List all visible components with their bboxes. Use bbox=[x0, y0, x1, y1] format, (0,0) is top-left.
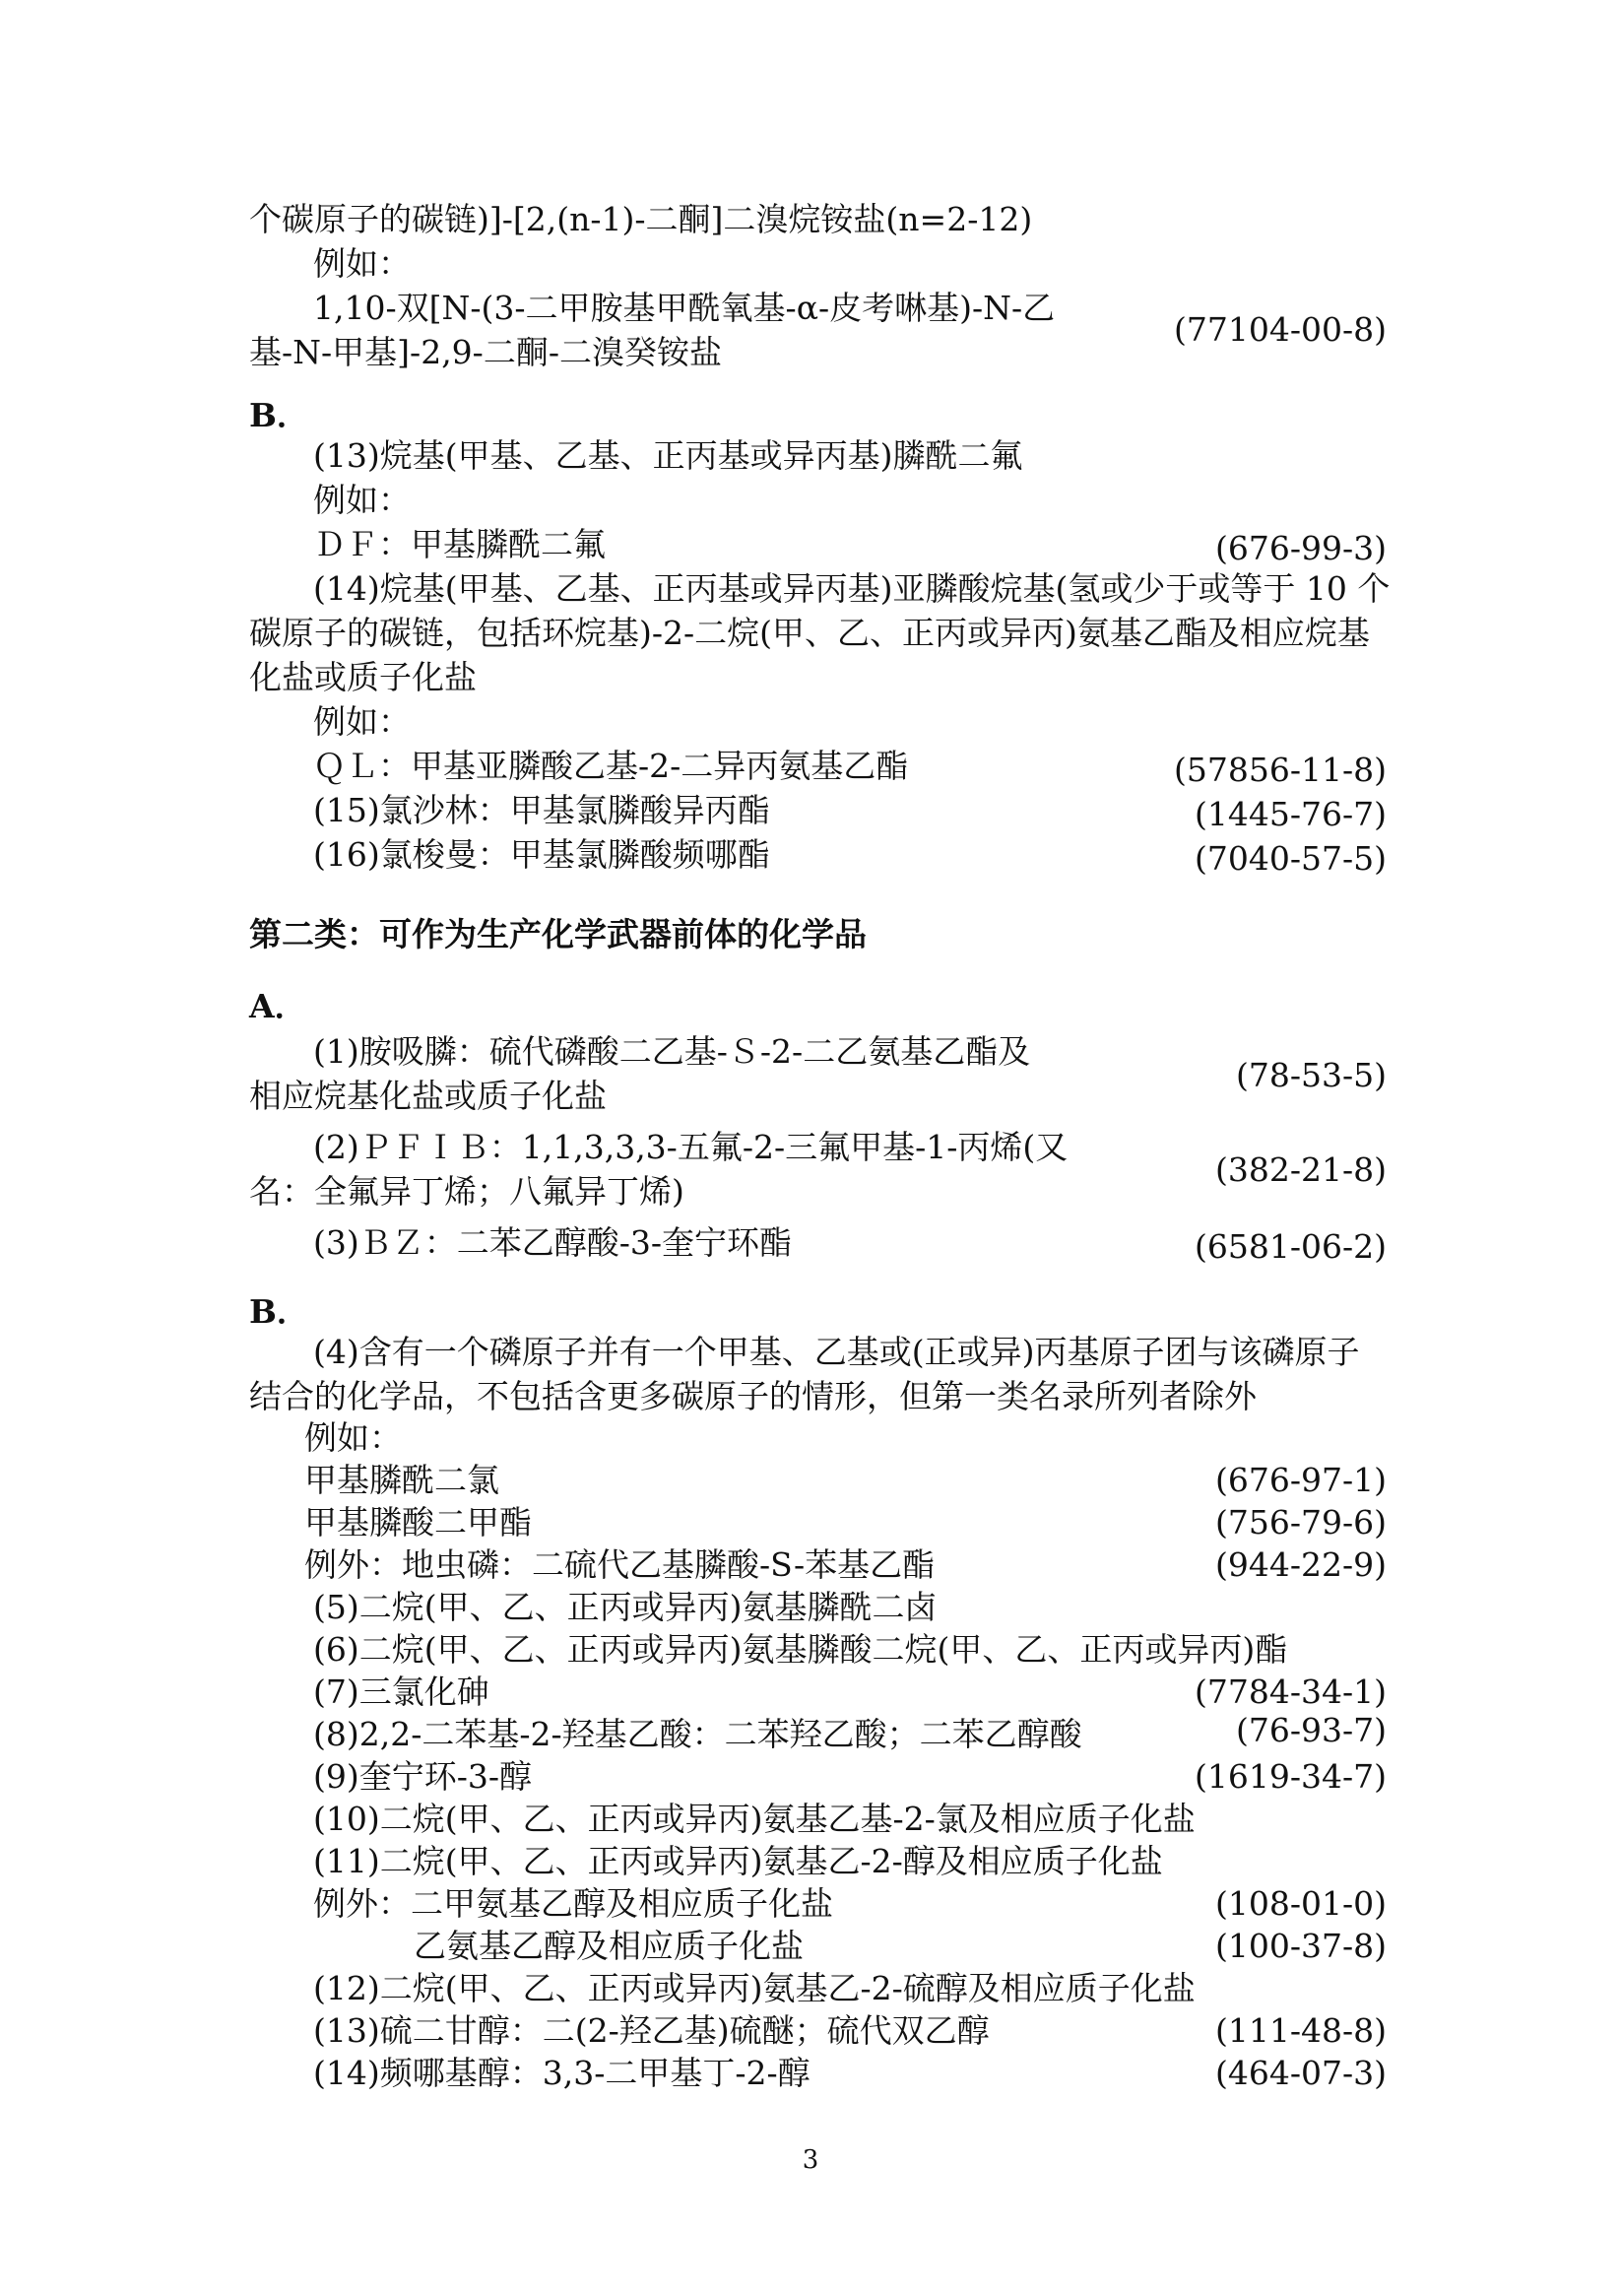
text-line: (15)氯沙林：甲基氯膦酸异丙酯 bbox=[313, 791, 770, 829]
cas-number: (7040-57-5) bbox=[1194, 839, 1387, 878]
text-line: 例如： bbox=[313, 481, 411, 519]
cas-number: (100-37-8) bbox=[1214, 1927, 1387, 1965]
cas-number: (676-97-1) bbox=[1214, 1461, 1387, 1499]
text-line: 甲基膦酸二甲酯 bbox=[304, 1503, 532, 1542]
text-line: (12)二烷(甲、乙、正丙或异丙)氨基乙-2-硫醇及相应质子化盐 bbox=[313, 1969, 1196, 2007]
cas-number: (676-99-3) bbox=[1214, 529, 1387, 567]
text-line: 化盐或质子化盐 bbox=[249, 658, 477, 696]
text-line: (7)三氯化砷 bbox=[313, 1673, 489, 1711]
cas-number: (944-22-9) bbox=[1214, 1545, 1387, 1584]
text-line: 基-N-甲基]-2,9-二酮-二溴癸铵盐 bbox=[249, 333, 722, 371]
text-line: 相应烷基化盐或质子化盐 bbox=[249, 1077, 607, 1115]
text-line: 个碳原子的碳链)]-[2,(n-1)-二酮]二溴烷铵盐(n=2-12) bbox=[249, 200, 1033, 238]
text-line: (14)频哪基醇：3,3-二甲基丁-2-醇 bbox=[313, 2054, 810, 2092]
text-line: (6)二烷(甲、乙、正丙或异丙)氨基膦酸二烷(甲、乙、正丙或异丙)酯 bbox=[313, 1630, 1288, 1669]
text-line: 例如： bbox=[313, 244, 411, 283]
text-line: 例外：地虫磷：二硫代乙基膦酸-S-苯基乙酯 bbox=[304, 1545, 936, 1584]
text-line: (16)氯梭曼：甲基氯膦酸频哪酯 bbox=[313, 835, 770, 874]
text-line: (2)ＰＦＩＢ：1,1,3,3,3-五氟-2-三氟甲基-1-丙烯(又 bbox=[313, 1128, 1069, 1166]
section-label: B． bbox=[249, 396, 309, 434]
text-line: ＤＦ：甲基膦酰二氟 bbox=[313, 525, 606, 563]
text-line: (14)烷基(甲基、乙基、正丙基或异丙基)亚膦酸烷基(氢或少于或等于 10 个 bbox=[313, 569, 1391, 608]
text-line: 名：全氟异丁烯；八氟异丁烯) bbox=[249, 1172, 684, 1211]
text-line: (3)ＢＺ：二苯乙醇酸-3-奎宁环酯 bbox=[313, 1223, 793, 1262]
cas-number: (756-79-6) bbox=[1214, 1503, 1387, 1542]
text-line: (9)奎宁环-3-醇 bbox=[313, 1757, 533, 1796]
text-line: (1)胺吸膦：硫代磷酸二乙基-Ｓ-2-二乙氨基乙酯及 bbox=[313, 1032, 1031, 1071]
text-line: (4)含有一个磷原子并有一个甲基、乙基或(正或异)丙基原子团与该磷原子 bbox=[313, 1333, 1360, 1371]
page-number: 3 bbox=[802, 2145, 819, 2175]
cas-number: (77104-00-8) bbox=[1173, 310, 1387, 349]
text-line: (11)二烷(甲、乙、正丙或异丙)氨基乙-2-醇及相应质子化盐 bbox=[313, 1842, 1163, 1880]
cas-number: (1619-34-7) bbox=[1194, 1757, 1387, 1796]
text-line: 碳原子的碳链，包括环烷基)-2-二烷(甲、乙、正丙或异丙)氨基乙酯及相应烷基 bbox=[249, 614, 1370, 652]
text-line: 结合的化学品，不包括含更多碳原子的情形，但第一类名录所列者除外 bbox=[249, 1377, 1257, 1415]
text-line: 例外：二甲氨基乙醇及相应质子化盐 bbox=[313, 1884, 833, 1923]
text-line: 1,10-双[N-(3-二甲胺基甲酰氧基-α-皮考啉基)-N-乙 bbox=[313, 289, 1056, 327]
section-label: B． bbox=[249, 1292, 309, 1331]
cas-number: (111-48-8) bbox=[1214, 2011, 1387, 2050]
text-line: (13)硫二甘醇：二(2-羟乙基)硫醚；硫代双乙醇 bbox=[313, 2011, 990, 2050]
text-line: 例如： bbox=[304, 1418, 402, 1457]
category-heading: 第二类：可作为生产化学武器前体的化学品 bbox=[249, 915, 867, 953]
cas-number: (1445-76-7) bbox=[1194, 795, 1387, 833]
cas-number: (464-07-3) bbox=[1214, 2054, 1387, 2092]
cas-number: (76-93-7) bbox=[1235, 1711, 1387, 1749]
section-label: A． bbox=[249, 987, 307, 1025]
cas-number: (382-21-8) bbox=[1214, 1150, 1387, 1189]
text-line: 甲基膦酰二氯 bbox=[304, 1461, 499, 1499]
text-line: 乙氨基乙醇及相应质子化盐 bbox=[414, 1927, 804, 1965]
text-line: (8)2,2-二苯基-2-羟基乙酸：二苯羟乙酸；二苯乙醇酸 bbox=[313, 1715, 1082, 1753]
text-line: (5)二烷(甲、乙、正丙或异丙)氨基膦酰二卤 bbox=[313, 1588, 938, 1626]
cas-number: (6581-06-2) bbox=[1194, 1227, 1387, 1266]
text-line: (10)二烷(甲、乙、正丙或异丙)氨基乙基-2-氯及相应质子化盐 bbox=[313, 1800, 1196, 1838]
text-line: ＱＬ：甲基亚膦酸乙基-2-二异丙氨基乙酯 bbox=[313, 747, 909, 785]
cas-number: (78-53-5) bbox=[1235, 1056, 1387, 1094]
cas-number: (108-01-0) bbox=[1214, 1884, 1387, 1923]
cas-number: (57856-11-8) bbox=[1173, 751, 1387, 789]
text-line: 例如： bbox=[313, 702, 411, 741]
text-line: (13)烷基(甲基、乙基、正丙基或异丙基)膦酰二氟 bbox=[313, 436, 1023, 475]
cas-number: (7784-34-1) bbox=[1194, 1673, 1387, 1711]
